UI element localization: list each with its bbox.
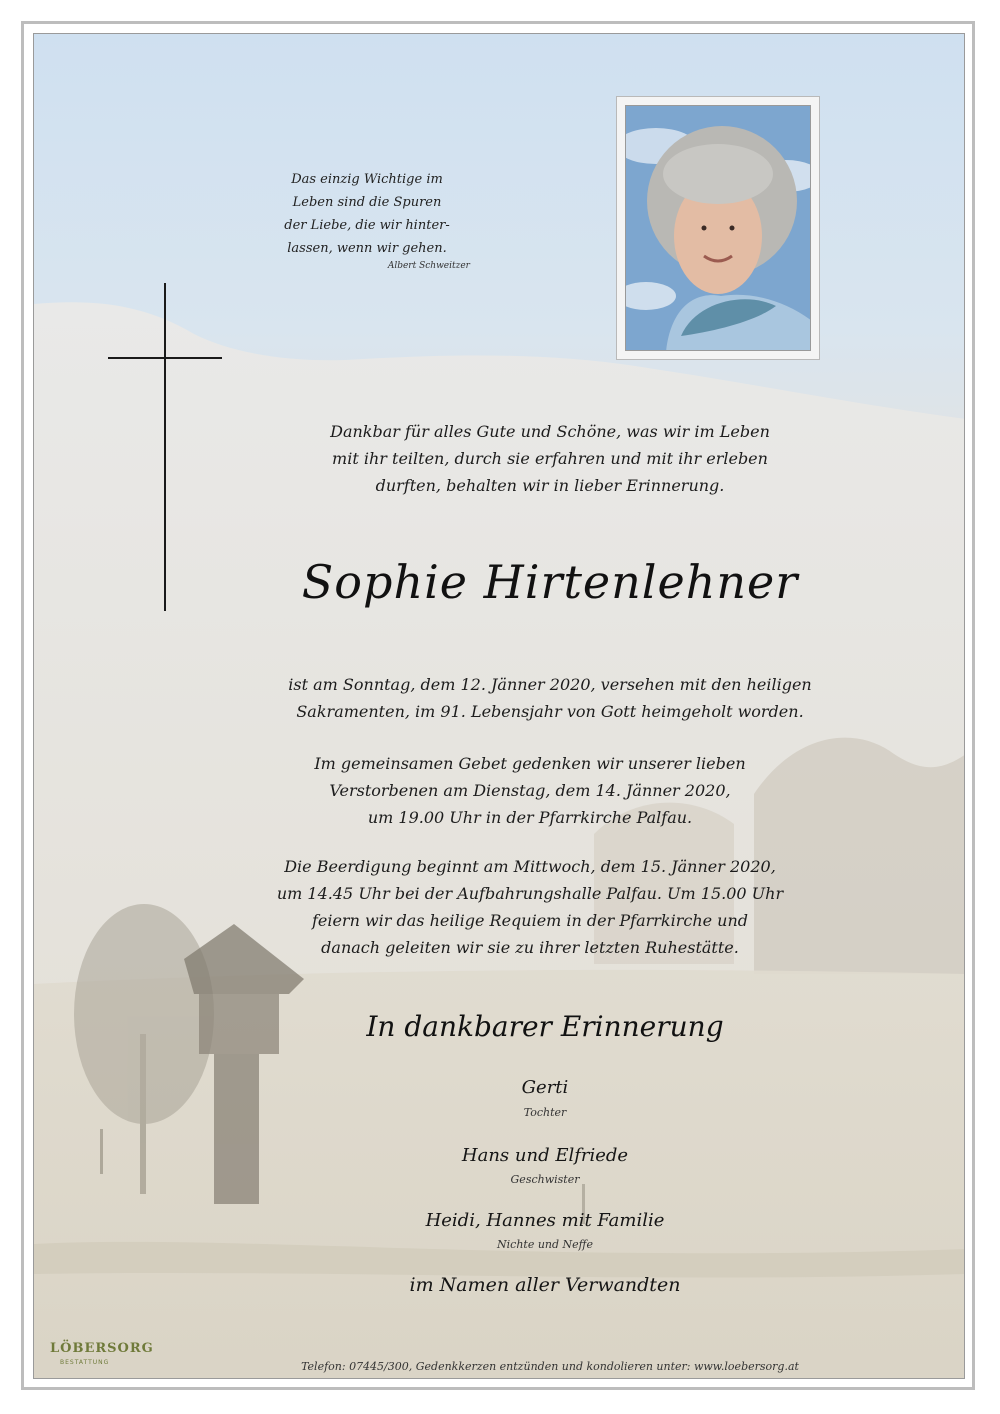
intro-line: Dankbar für alles Gute und Schöne, was wir im Leben xyxy=(330,422,770,441)
prayer-line: um 19.00 Uhr in der Pfarrkirche Palfau. xyxy=(367,808,693,827)
closing-line: im Namen aller Verwandten xyxy=(409,1274,681,1296)
death-notice-line: Sakramenten, im 91. Lebensjahr von Gott heimgeholt worden. xyxy=(296,702,804,721)
quote-line: der Liebe, die wir hinter- xyxy=(284,218,450,233)
prayer-line: Im gemeinsamen Gebet gedenken wir unserer lieben xyxy=(314,754,746,773)
portrait-image xyxy=(626,106,811,351)
intro-line: mit ihr teilten, durch sie erfahren und mit ihr erleben xyxy=(332,449,768,468)
quote-line: lassen, wenn wir gehen. xyxy=(287,241,447,256)
funeral-notice xyxy=(180,853,880,961)
funeral-home-logo-subtitle: BESTATTUNG xyxy=(60,1359,110,1366)
mourner-relation: Tochter xyxy=(523,1106,567,1119)
portrait-frame xyxy=(616,96,820,360)
prayer-line: Verstorbenen am Dienstag, dem 14. Jänner 2020, xyxy=(329,781,731,800)
intro-text xyxy=(200,418,900,499)
cross-symbol-bar xyxy=(108,357,222,359)
mourners-heading: In dankbarer Erinnerung xyxy=(366,1010,724,1043)
deceased-name: Sophie Hirtenlehner xyxy=(301,555,799,609)
quote-line: Das einzig Wichtige im xyxy=(291,172,443,187)
death-notice-line: ist am Sonntag, dem 12. Jänner 2020, versehen mit den heiligen xyxy=(288,675,812,694)
funeral-line: feiern wir das heilige Requiem in der Pfarrkirche und xyxy=(311,911,749,930)
mourner-relation: Nichte und Neffe xyxy=(497,1238,593,1251)
funeral-line: um 14.45 Uhr bei der Aufbahrungshalle Palfau. Um 15.00 Uhr xyxy=(276,884,784,903)
mourner-name: Hans und Elfriede xyxy=(461,1145,629,1166)
quote xyxy=(262,168,472,260)
quote-author: Albert Schweitzer xyxy=(387,261,470,271)
footer-contact: Telefon: 07445/300, Gedenkkerzen entzünden und kondolieren unter: www.loebersorg.at xyxy=(301,1360,799,1373)
quote-line: Leben sind die Spuren xyxy=(292,195,442,210)
mourner-name: Heidi, Hannes mit Familie xyxy=(425,1210,665,1231)
mourner-name: Gerti xyxy=(521,1077,569,1098)
portrait-photo xyxy=(625,105,811,351)
mourner-relation: Geschwister xyxy=(510,1173,580,1186)
funeral-line: danach geleiten wir sie zu ihrer letzten Ruhestätte. xyxy=(321,938,739,957)
prayer-notice xyxy=(180,750,880,831)
intro-line: durften, behalten wir in lieber Erinnerung. xyxy=(375,476,725,495)
cross-symbol xyxy=(164,283,166,611)
funeral-home-logo: LÖBERSORG xyxy=(50,1341,154,1356)
death-notice xyxy=(190,671,910,725)
funeral-line: Die Beerdigung beginnt am Mittwoch, dem 15. Jänner 2020, xyxy=(284,857,776,876)
